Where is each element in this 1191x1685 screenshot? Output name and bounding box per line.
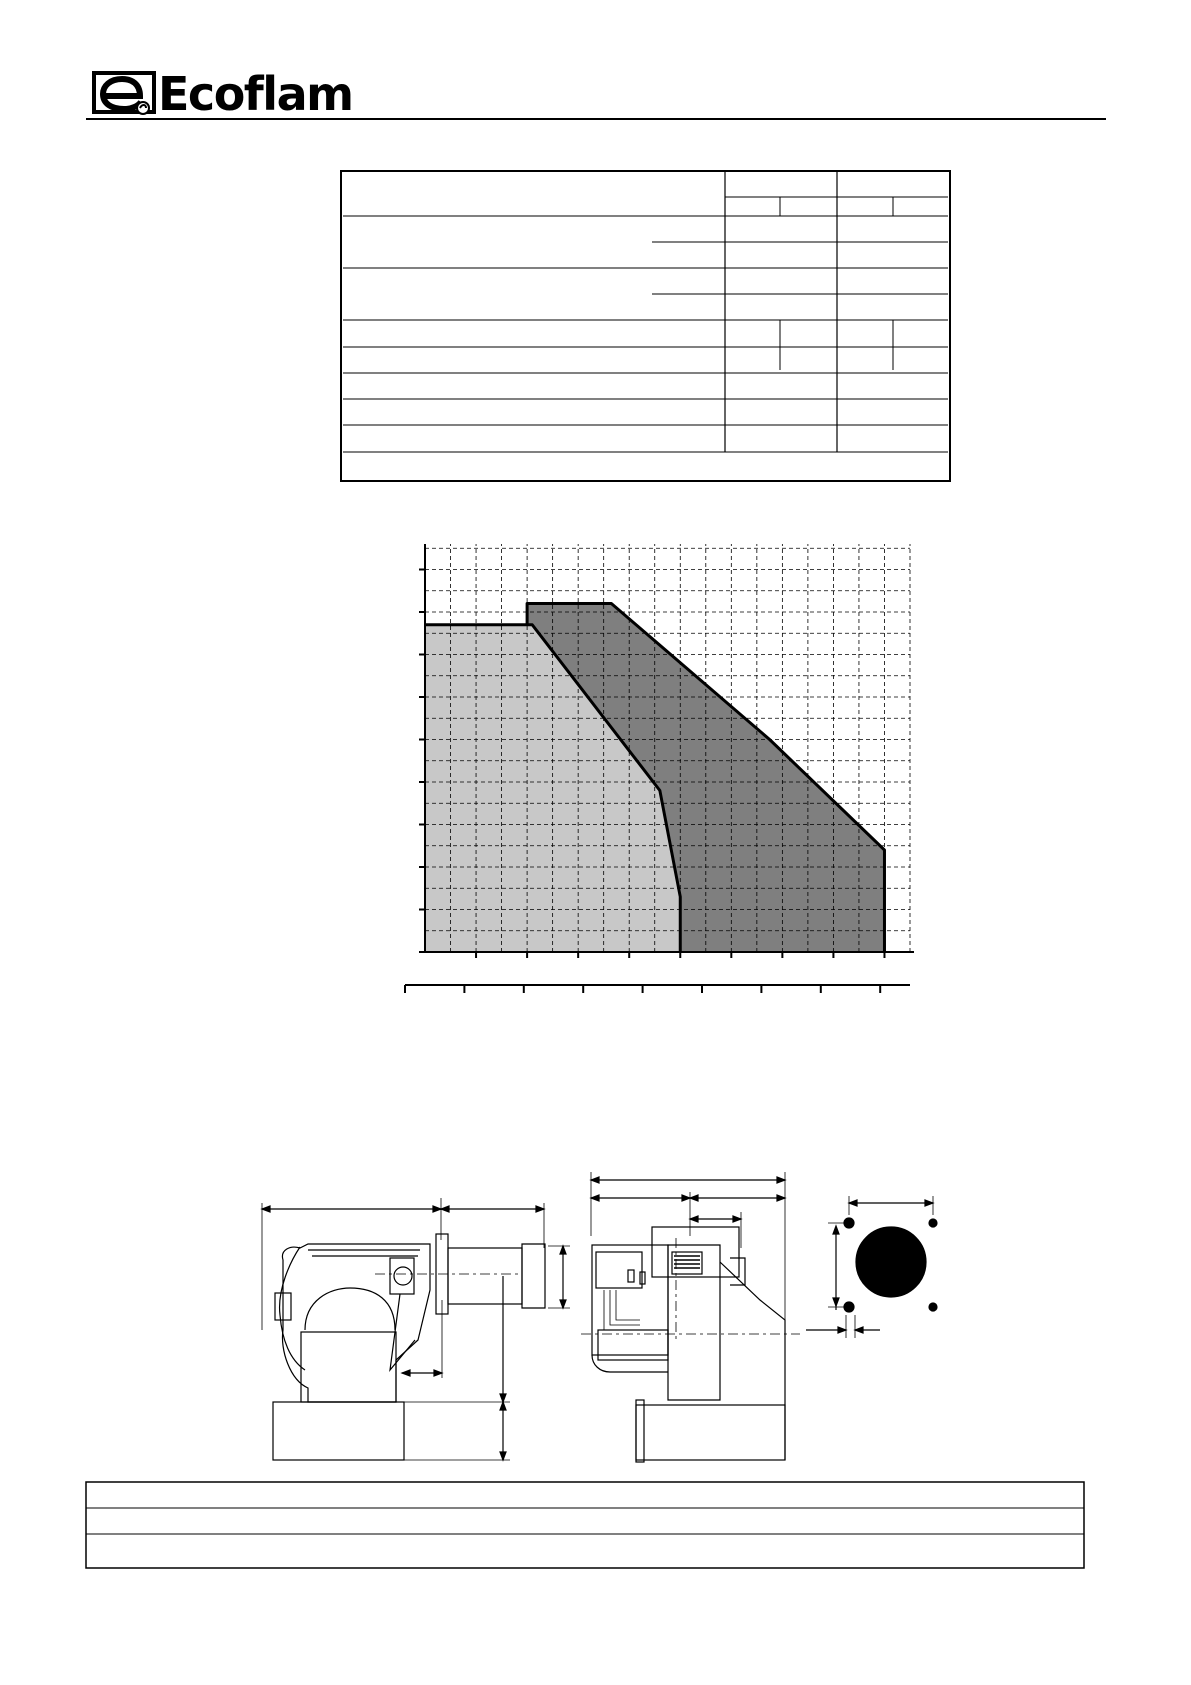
chart-series-line-1 — [425, 625, 680, 952]
dimension-table — [86, 1482, 1084, 1568]
burner-side-view — [262, 1198, 570, 1460]
burner-front-view — [581, 1172, 800, 1462]
e-flame-logo-icon — [92, 71, 156, 114]
flange-hole-pattern — [806, 1196, 937, 1338]
chart-series-area-2 — [527, 604, 884, 953]
brand-name: Ecoflam — [158, 67, 353, 121]
chart-series-area-1 — [425, 625, 680, 952]
chart-series-line-2 — [527, 604, 884, 953]
